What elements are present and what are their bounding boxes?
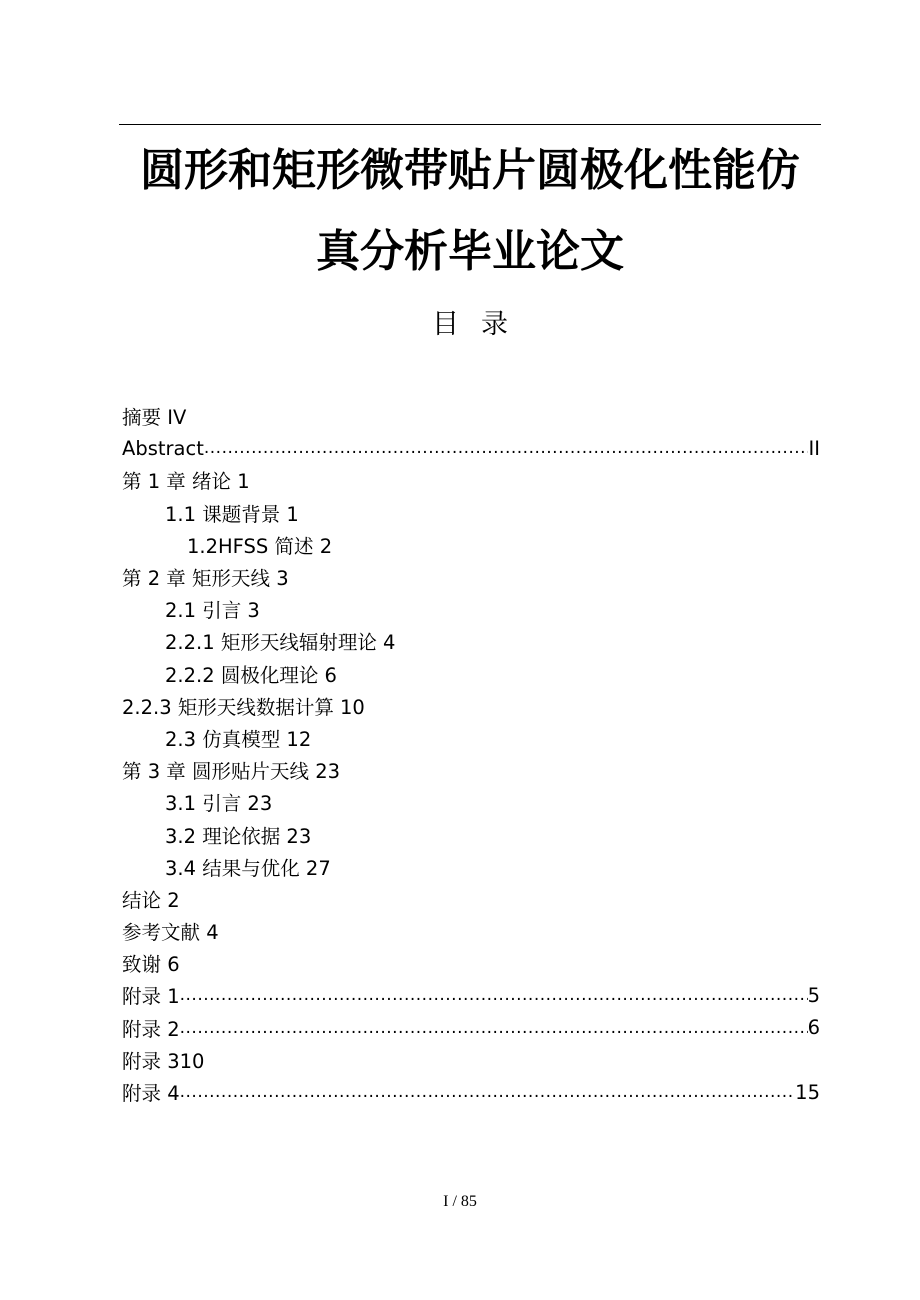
toc-entry-label: 第 3 章 圆形贴片天线 23 (122, 760, 341, 784)
toc-leader-dots (180, 1082, 796, 1102)
toc-entry-label: 附录 4 (122, 1082, 180, 1106)
toc-entry-label: 1.1 课题背景 1 (165, 502, 299, 526)
toc-entry[interactable] (122, 625, 820, 657)
toc-entry[interactable] (122, 915, 820, 947)
toc-entry-label: 2.1 引言 3 (165, 599, 260, 623)
toc-entry[interactable] (122, 818, 820, 850)
toc-entry-label: 3.2 理论依据 23 (165, 824, 312, 848)
toc-entry-page: 15 (795, 1080, 820, 1104)
toc-entry[interactable] (122, 947, 820, 979)
toc-entry-label: 2.2.3 矩形天线数据计算 10 (122, 695, 365, 719)
toc-entry-page: 5 (807, 983, 820, 1007)
toc-entry[interactable] (122, 754, 820, 786)
toc-entry[interactable] (122, 400, 820, 432)
toc-entry-label: 2.3 仿真模型 12 (165, 727, 312, 751)
toc-leader-dots (180, 1018, 808, 1038)
toc-entry[interactable] (122, 658, 820, 690)
toc-entry[interactable] (122, 561, 820, 593)
toc-entry-label: 3.4 结果与优化 27 (165, 856, 331, 880)
page-number: I / 85 (443, 1193, 477, 1210)
toc-entry[interactable] (122, 786, 820, 818)
toc-entry[interactable] (122, 529, 820, 561)
toc-entry-label: 附录 310 (122, 1049, 205, 1073)
toc-entry[interactable] (122, 883, 820, 915)
toc-entry-label: 附录 2 (122, 1017, 180, 1041)
title-top-rule (119, 124, 821, 125)
toc-leader-dots (204, 438, 809, 458)
toc-entry[interactable] (122, 593, 820, 625)
toc-entry-label: 结论 2 (122, 888, 180, 912)
toc-heading-char-1: 目 (432, 309, 459, 340)
toc-entry[interactable] (122, 497, 820, 529)
toc-entry-label: 2.2.2 圆极化理论 6 (165, 663, 337, 687)
toc-entry[interactable] (122, 1012, 820, 1044)
toc-heading-char-2: 录 (481, 309, 508, 340)
toc-entry-label: 3.1 引言 23 (165, 792, 273, 816)
toc-entry-label: 参考文献 4 (122, 921, 219, 945)
toc-entry[interactable] (122, 722, 820, 754)
toc-entry[interactable] (122, 979, 820, 1011)
toc-entry[interactable] (122, 690, 820, 722)
toc-entry-label: 第 1 章 绪论 1 (122, 470, 250, 494)
toc-entry-label: Abstract (122, 436, 204, 460)
document-title-line-2: 真分析毕业论文 (316, 226, 624, 277)
toc-entry-label: 致谢 6 (122, 953, 180, 977)
toc-entry-label: 附录 1 (122, 985, 180, 1009)
toc-entry-label: 第 2 章 矩形天线 3 (122, 567, 289, 591)
toc-entry-label: 2.2.1 矩形天线辐射理论 4 (165, 631, 396, 655)
toc-entry[interactable] (122, 1044, 820, 1076)
toc-entry[interactable] (122, 464, 820, 496)
toc-leader-dots (180, 985, 808, 1005)
toc-entry[interactable] (122, 1076, 820, 1108)
toc-heading (119, 308, 821, 342)
toc-entry-page: 6 (807, 1016, 820, 1040)
toc-entry[interactable] (122, 851, 820, 883)
document-title-line-1: 圆形和矩形微带贴片圆极化性能仿 (140, 145, 800, 196)
table-of-contents (122, 400, 820, 1108)
toc-entry-page: II (808, 436, 820, 460)
toc-entry-label: 1.2HFSS 简述 2 (187, 534, 333, 558)
toc-entry[interactable] (122, 432, 820, 464)
toc-entry-label: 摘要 IV (122, 406, 187, 430)
